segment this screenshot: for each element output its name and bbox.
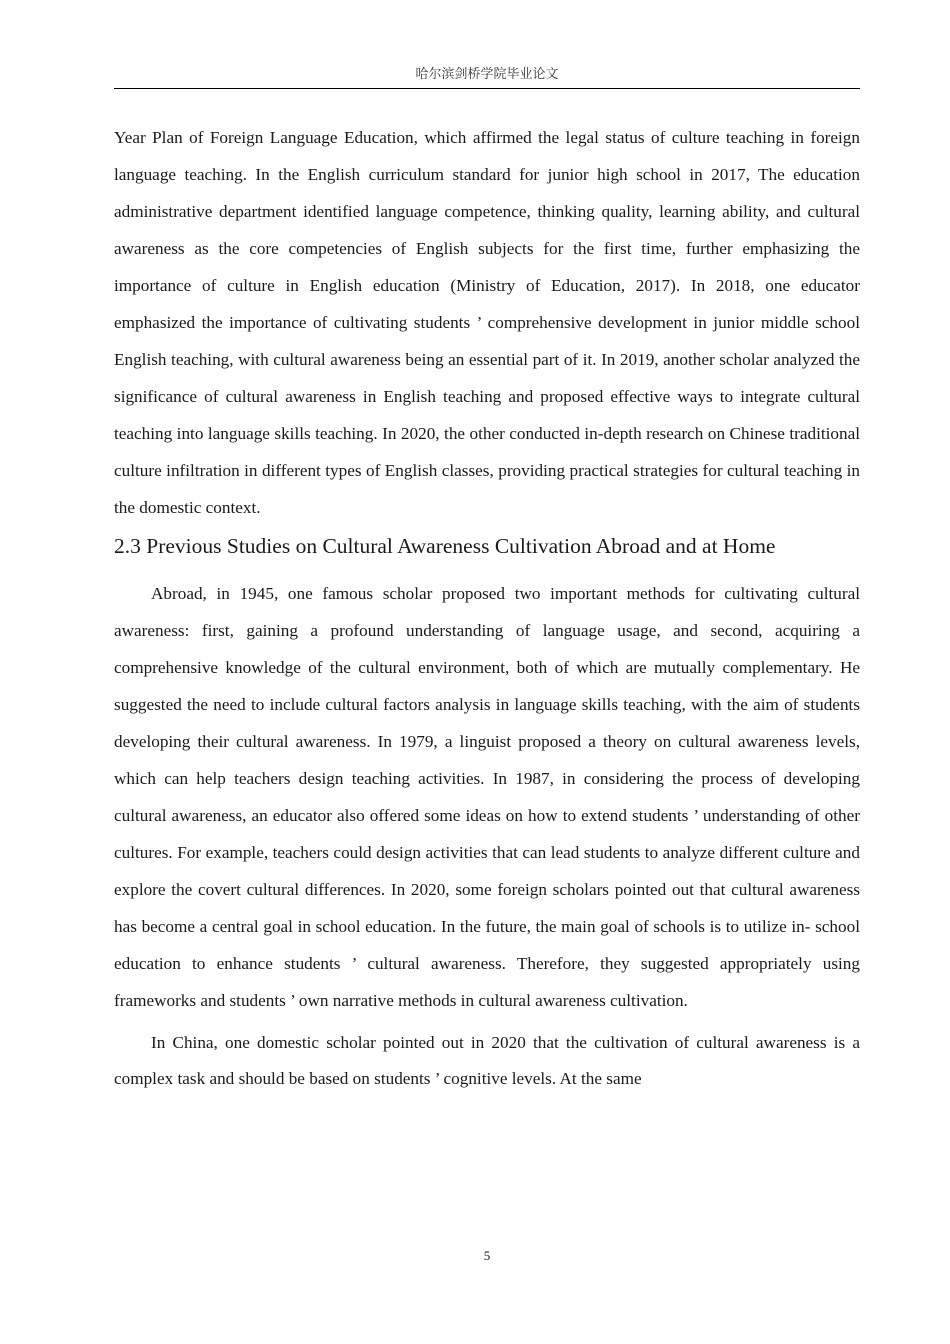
paragraph-china: In China, one domestic scholar pointed out in 2020 that the cultivation of cultural awareness is a complex task and should be based on students ’ cognitive levels. At the same: [114, 1033, 860, 1088]
body-text: [114, 119, 860, 1096]
section-heading: 2.3 Previous Studies on Cultural Awareness Cultivation Abroad and at Home: [114, 534, 776, 558]
page-number: 5: [483, 1248, 491, 1263]
paragraph-abroad: Abroad, in 1945, one famous scholar proposed two important methods for cultivating cultural awareness: first, gaining a profound understanding of language usage, and second, acquiring a comprehensive knowledge of the cultural environment, both of which are mutually complementary. He suggested the need to include cultural factors analysis in language skills teaching, with the aim of students developing their cultural awareness. In 1979, a linguist proposed a theory on cultural awareness levels, which can help teachers design teaching activities. In 1987, in considering the process of developing cultural awareness, an educator also offered some ideas on how to extend students ’ understanding of other cultures. For example, teachers could design activities that can lead students to analyze different culture and explore the covert cultural differences. In 2020, some foreign scholars pointed out that cultural awareness has become a central goal in school education. In the future, the main goal of schools is to utilize in- school education to enhance students ’ cultural awareness. Therefore, they suggested appropriately using frameworks and students ’ own narrative methods in cultural awareness cultivation.: [114, 584, 860, 1010]
paragraph-continued: Year Plan of Foreign Language Education, which affirmed the legal status of culture teaching in foreign language teaching. In the English curriculum standard for junior high school in 2017, The education administrative department identified language competence, thinking quality, learning ability, and cultural awareness as the core competencies of English subjects for the first time, further emphasizing the importance of culture in English education (Ministry of Education, 2017). In 2018, one educator emphasized the importance of cultivating students ’ comprehensive development in junior middle school English teaching, with cultural awareness being an essential part of it. In 2019, another scholar analyzed the significance of cultural awareness in English teaching and proposed effective ways to integrate cultural teaching into language skills teaching. In 2020, the other conducted in-depth research on Chinese traditional culture infiltration in different types of English classes, providing practical strategies for cultural teaching in the domestic context.: [114, 128, 860, 517]
running-header: 哈尔滨剑桥学院毕业论文: [415, 67, 559, 82]
header-divider: [114, 88, 860, 89]
